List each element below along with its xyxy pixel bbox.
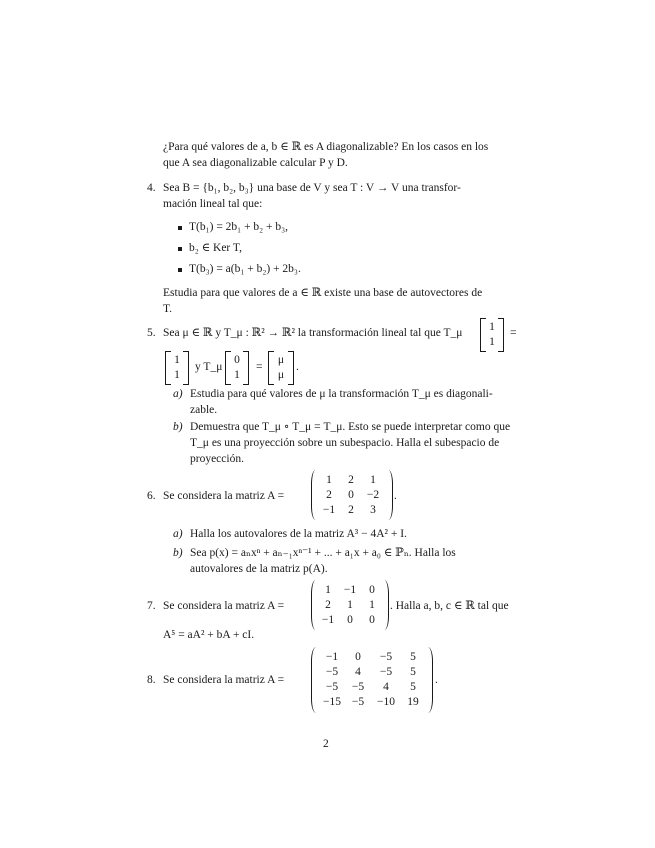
matrix-7-cell: 0: [369, 614, 375, 626]
vector-4-entry: μ: [277, 354, 285, 366]
vector-1: [480, 318, 504, 352]
matrix-8-cell: −5: [379, 666, 393, 678]
problem-5b-label: b): [173, 421, 183, 433]
problem-6b-line-2: autovalores de la matriz p(A).: [190, 563, 328, 575]
problem-4-item-1: T(b₁) = 2b₁ + b₂ + b₃,: [189, 221, 289, 233]
period: .: [296, 361, 299, 373]
matrix-6-cell: 1: [326, 474, 332, 486]
matrix-8-cell: −1: [325, 651, 339, 663]
vector-4: [268, 351, 294, 385]
intro-line-1: ¿Para qué valores de a, b ∈ ℝ es A diagonalizable? En los casos en los: [163, 141, 489, 153]
matrix-7-cell: 1: [347, 599, 353, 611]
problem-6b-line-1: Sea p(x) = aₙxⁿ + aₙ₋₁xⁿ⁻¹ + ... + a₁x + a₀ ∈ ℙₙ. Halla los: [190, 547, 456, 559]
problem-5-y-label: y T_μ: [195, 361, 223, 373]
matrix-8-cell: −5: [325, 681, 339, 693]
matrix-7-cell: −1: [321, 614, 335, 626]
matrix-7-cell: 1: [369, 599, 375, 611]
matrix-6-cell: 3: [370, 504, 376, 516]
matrix-7: [311, 580, 389, 630]
matrix-8-cell: 4: [355, 666, 361, 678]
matrix-6-cell: 0: [348, 489, 354, 501]
problem-6a-line-1: Halla los autovalores de la matriz A³ − 4A² + I.: [190, 528, 407, 540]
matrix-8-cell: −5: [351, 696, 365, 708]
period: .: [394, 490, 397, 502]
matrix-6-cell: 2: [348, 474, 354, 486]
matrix-8-cell: −5: [379, 651, 393, 663]
problem-7-tail: . Halla a, b, c ∈ ℝ tal que: [390, 600, 509, 612]
matrix-8-cell: −15: [323, 696, 341, 708]
problem-5-line-1: Sea μ ∈ ℝ y T_μ : ℝ² → ℝ² la transformación lineal tal que T_μ: [163, 327, 463, 339]
vector-1-entry: 1: [489, 321, 495, 333]
matrix-8-cell: 19: [407, 696, 419, 708]
vector-3-entry: 0: [234, 354, 240, 366]
matrix-7-cell: 1: [325, 584, 331, 596]
equals-sign: =: [256, 361, 263, 373]
matrix-8: [311, 647, 433, 713]
vector-3-entry: 1: [234, 369, 240, 381]
problem-5b-line-3: proyección.: [190, 453, 244, 465]
problem-7-lead: Se considera la matriz A =: [163, 600, 285, 612]
problem-4-study-2: T.: [163, 303, 173, 315]
vector-3: [225, 351, 249, 385]
equals-sign: =: [510, 327, 517, 339]
matrix-8-cell: 5: [410, 651, 416, 663]
matrix-6-cell: 2: [326, 489, 332, 501]
matrix-8-cell: −10: [377, 696, 395, 708]
problem-5a-line-2: zable.: [190, 404, 218, 416]
problem-6-number: 6.: [147, 490, 156, 502]
matrix-8-cell: 5: [410, 681, 416, 693]
bullet-icon: [178, 247, 182, 251]
vector-2: [165, 351, 189, 385]
matrix-8-cell: 4: [383, 681, 389, 693]
period: .: [435, 674, 438, 686]
problem-6-lead: Se considera la matriz A =: [163, 490, 285, 502]
vector-4-entry: μ: [277, 369, 285, 381]
problem-4-item-3: T(b₃) = a(b₁ + b₂) + 2b₃.: [189, 263, 301, 275]
problem-8-lead: Se considera la matriz A =: [163, 674, 285, 686]
intro-line-2: que A sea diagonalizable calcular P y D.: [163, 157, 348, 169]
problem-7-number: 7.: [147, 600, 156, 612]
problem-8-number: 8.: [147, 674, 156, 686]
matrix-8-cell: −5: [325, 666, 339, 678]
matrix-6: [311, 470, 393, 520]
problem-5b-line-1: Demuestra que T_μ ∘ T_μ = T_μ. Esto se puede interpretar como que: [190, 421, 511, 433]
matrix-8-cell: 5: [410, 666, 416, 678]
problem-4-line-1: Sea B = {b₁, b₂, b₃} una base de V y sea T : V → V una transfor-: [163, 182, 461, 194]
vector-2-entry: 1: [174, 369, 180, 381]
vector-1-entry: 1: [489, 336, 495, 348]
matrix-7-cell: 2: [325, 599, 331, 611]
problem-4-line-2: mación lineal tal que:: [163, 198, 263, 210]
matrix-8-cell: −5: [351, 681, 365, 693]
matrix-7-cell: −1: [343, 584, 357, 596]
problem-6b-label: b): [173, 547, 183, 559]
problem-4-study-1: Estudia para que valores de a ∈ ℝ existe una base de autovectores de: [163, 287, 483, 299]
page-number: 2: [323, 738, 329, 750]
vector-2-entry: 1: [174, 354, 180, 366]
matrix-8-cell: 0: [355, 651, 361, 663]
problem-5a-label: a): [173, 388, 183, 400]
matrix-6-cell: −2: [366, 489, 380, 501]
problem-7-line-2: A⁵ = aA² + bA + cI.: [163, 629, 255, 641]
problem-4-item-2: b₂ ∈ Ker T,: [189, 242, 242, 254]
matrix-7-cell: 0: [369, 584, 375, 596]
bullet-icon: [178, 268, 182, 272]
problem-6a-label: a): [173, 528, 183, 540]
problem-4-number: 4.: [147, 182, 156, 194]
problem-5b-line-2: T_μ es una proyección sobre un subespacio. Halla el subespacio de: [190, 437, 500, 449]
problem-5-number: 5.: [147, 327, 156, 339]
bullet-icon: [178, 226, 182, 230]
matrix-6-cell: 1: [370, 474, 376, 486]
matrix-6-cell: 2: [348, 504, 354, 516]
matrix-6-cell: −1: [322, 504, 336, 516]
matrix-7-cell: 0: [347, 614, 353, 626]
problem-5a-line-1: Estudia para qué valores de μ la transformación T_μ es diagonali-: [190, 388, 493, 400]
